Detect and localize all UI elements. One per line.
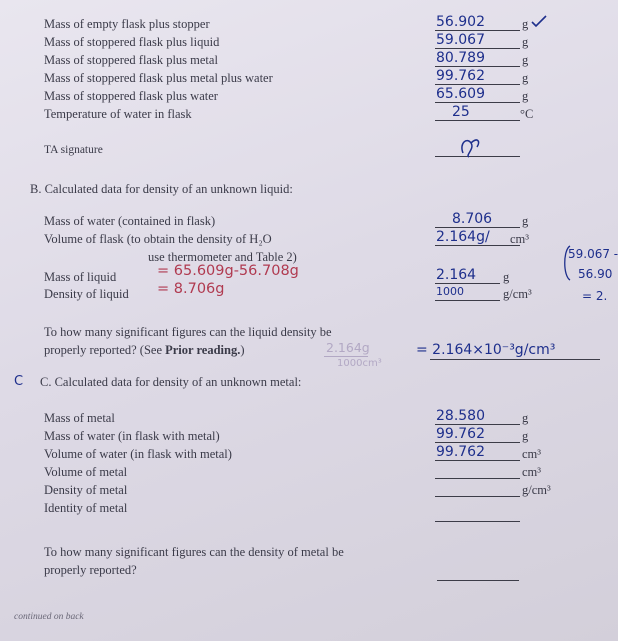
water-mass-label: Mass of water (contained in flask) — [44, 214, 216, 228]
value-empty-flask: 56.902 — [436, 14, 485, 30]
liquid-mass-work: = 65.609g-56.708g — [157, 263, 299, 279]
value-metal-mass: 28.580 — [436, 408, 485, 424]
row-label-flask-metal: Mass of stoppered flask plus metal — [44, 53, 218, 67]
sigfig-question-text: properly reported? (See — [44, 343, 166, 357]
unit: g — [522, 411, 529, 425]
value-temperature: 25 — [452, 104, 470, 120]
sigfig-answer: = 2.164×10⁻³g/cm³ — [416, 342, 556, 358]
value-flask-water: 65.609 — [436, 86, 485, 102]
answer-line — [435, 424, 520, 425]
answer-line — [435, 48, 520, 49]
unit: g — [522, 214, 529, 228]
sigfig-question-line-2 — [44, 343, 245, 357]
section-b-heading: B. Calculated data for density of an unknown liquid: — [30, 182, 293, 196]
row-label-water-mass: Mass of water (in flask with metal) — [44, 429, 220, 443]
checkmark-icon — [530, 14, 548, 28]
value-water-mass: 99.762 — [436, 426, 485, 442]
answer-line — [435, 66, 520, 67]
liquid-mass-label: Mass of liquid — [44, 270, 117, 284]
value-water-volume: 99.762 — [436, 444, 485, 460]
section-c-heading: C. Calculated data for density of an unknown metal: — [40, 375, 302, 389]
volume-label-2: use thermometer and Table 2) — [148, 250, 297, 264]
row-label-flask-liquid: Mass of stoppered flask plus liquid — [44, 35, 220, 49]
row-label-metal-volume: Volume of metal — [44, 465, 128, 479]
row-label-flask-water: Mass of stoppered flask plus water — [44, 89, 218, 103]
row-label-temperature: Temperature of water in flask — [44, 107, 192, 121]
row-label-metal-density: Density of metal — [44, 483, 128, 497]
unit: °C — [520, 107, 534, 121]
value-flask-liquid: 59.067 — [436, 32, 485, 48]
sigfig-work-numerator: 2.164g — [326, 340, 370, 355]
unit: g — [522, 53, 529, 67]
unit: g — [522, 17, 529, 31]
continued-on-back: continued on back — [14, 612, 84, 622]
answer-line — [437, 580, 519, 581]
sigfig-question-end: ) — [240, 343, 245, 357]
metal-sigfig-question-line-2: properly reported? — [44, 563, 137, 577]
unit: g — [522, 35, 529, 49]
answer-line — [435, 120, 520, 121]
answer-line — [430, 359, 600, 360]
density-work: = 8.706g — [157, 281, 225, 297]
volume-label: Volume of flask (to obtain the density of H₂O — [44, 232, 272, 246]
unit: g/cm³ — [522, 483, 551, 497]
ta-signature-mark — [455, 133, 485, 159]
sigfig-work-denominator: 1000cm³ — [337, 358, 382, 369]
ta-signature-label: TA signature — [44, 144, 103, 156]
answer-line — [435, 478, 520, 479]
unit: g/cm³ — [503, 287, 532, 301]
unit: g — [503, 270, 510, 284]
volume-value: 2.164g/ — [436, 229, 490, 245]
answer-line — [435, 300, 500, 301]
unit: cm³ — [522, 447, 542, 461]
row-label-flask-metal-water: Mass of stoppered flask plus metal plus water — [44, 71, 273, 85]
answer-line — [435, 30, 520, 31]
answer-line — [435, 84, 520, 85]
side-calc-2: 56.90 — [578, 267, 613, 281]
margin-mark: C — [14, 374, 24, 389]
unit: cm³ — [522, 465, 542, 479]
unit: g — [522, 89, 529, 103]
sigfig-question-line-1: To how many significant figures can the liquid density be — [44, 325, 332, 339]
row-label-empty-flask: Mass of empty flask plus stopper — [44, 17, 210, 31]
metal-sigfig-question-line-1: To how many significant figures can the density of metal be — [44, 545, 344, 559]
answer-line — [435, 227, 520, 228]
value-flask-metal-water: 99.762 — [436, 68, 485, 84]
answer-line — [435, 460, 520, 461]
prior-reading-text: Prior reading. — [165, 343, 241, 357]
bracket-icon — [560, 244, 572, 282]
unit: g — [522, 429, 529, 443]
unit: cm³ — [510, 232, 530, 246]
density-label: Density of liquid — [44, 287, 129, 301]
row-label-metal-mass: Mass of metal — [44, 411, 115, 425]
unit: g — [522, 71, 529, 85]
answer-line — [435, 442, 520, 443]
answer-line — [435, 245, 520, 246]
row-label-water-volume: Volume of water (in flask with metal) — [44, 447, 232, 461]
side-calc-3: = 2. — [582, 289, 608, 303]
value-flask-metal: 80.789 — [436, 50, 485, 66]
answer-line — [435, 496, 520, 497]
density-value: 1000 — [436, 285, 464, 298]
answer-line — [435, 102, 520, 103]
row-label-metal-identity: Identity of metal — [44, 501, 128, 515]
answer-line — [435, 521, 520, 522]
water-mass-value: 8.706 — [452, 211, 493, 227]
side-calc-1: 59.067 - — [568, 247, 618, 261]
liquid-mass-value: 2.164 — [436, 267, 477, 283]
